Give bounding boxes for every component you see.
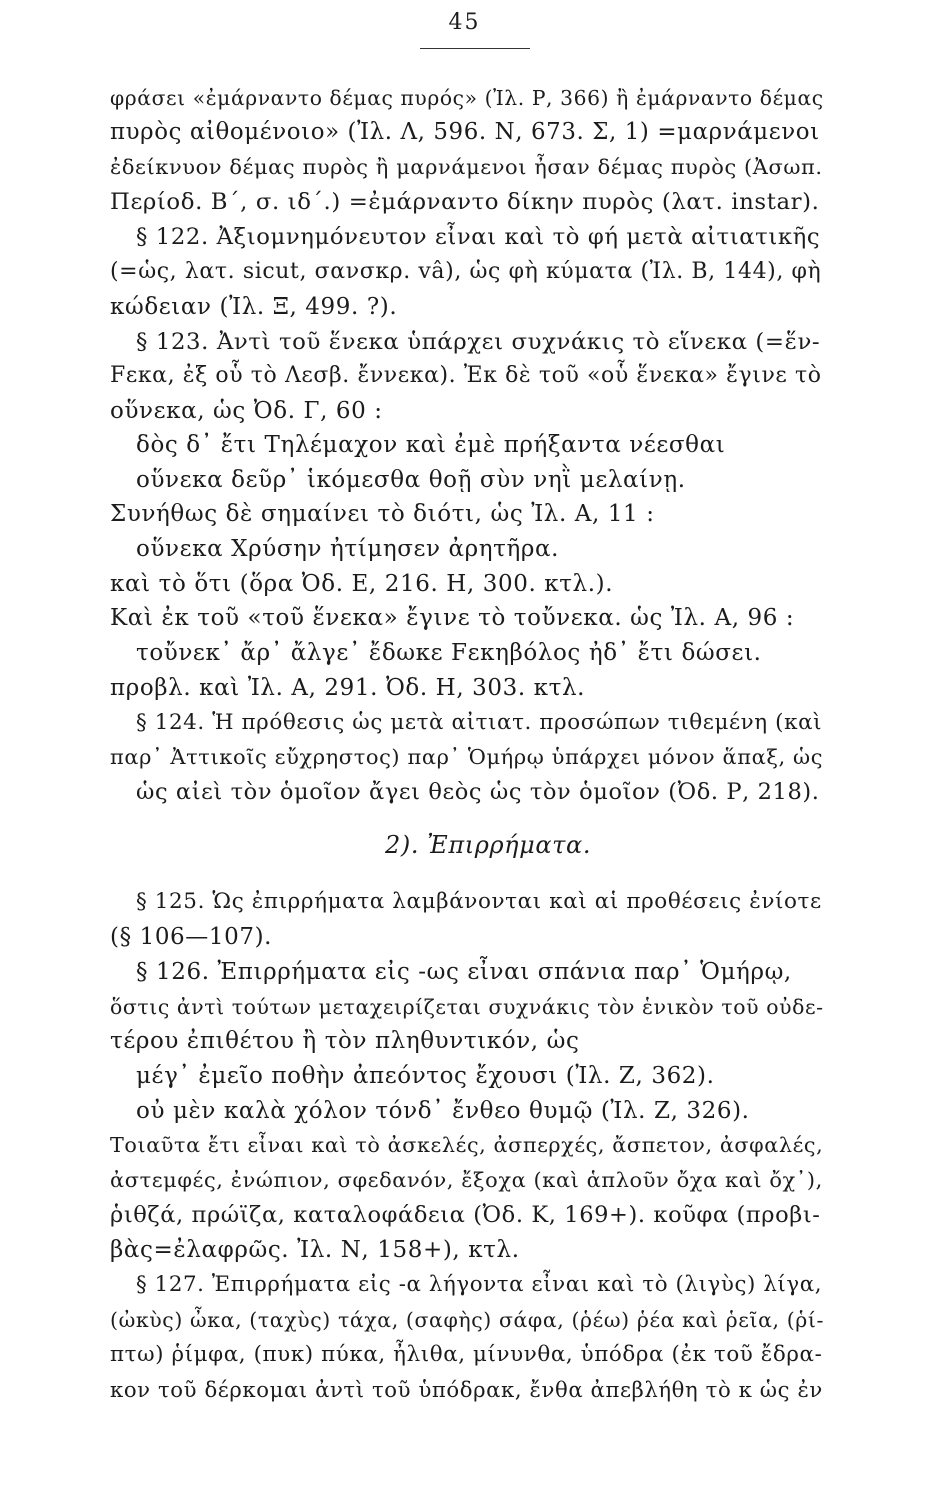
text-line: οὕνεκα Χρύσην ἠτίμησεν ἀρητῆρα. <box>136 536 560 562</box>
text-line: πυρὸς αἰθομένοιο» (Ἰλ. Λ, 596. Ν, 673. Σ, 1) =μαρνάμενοι <box>110 119 820 145</box>
text-line: τοὔνεκ᾽ ἄρ᾽ ἄλγε᾽ ἔδωκε Fεκηβόλος ἠδ᾽ ἔτι δώσει. <box>136 640 762 666</box>
text-line: § 125. Ὡς ἐπιρρήματα λαμβάνονται καὶ αἱ προθέσεις ἐνίοτε <box>136 889 822 914</box>
text-line: § 127. Ἐπιρρήματα εἰς -α λήγοντα εἶναι καὶ τὸ (λιγὺς) λίγα, <box>136 1272 823 1297</box>
text-line: παρ᾽ Ἀττικοῖς εὔχρηστος) παρ᾽ Ὁμήρῳ ὑπάρχει μόνον ἅπαξ, ὡς <box>110 745 824 769</box>
text-line: Περίοδ. Β΄, σ. ιδ΄.) =ἐμάρναντο δίκην πυρὸς (λατ. instar). <box>110 189 820 215</box>
text-line: προβλ. καὶ Ἰλ. Α, 291. Ὀδ. Η, 303. κτλ. <box>110 675 586 701</box>
text-line: ῥιθζά, πρώϊζα, καταλοφάδεια (Ὀδ. Κ, 169+). κοῦφα (προβι- <box>110 1202 821 1228</box>
text-line: § 122. Ἀξιομνημόνευτον εἶναι καὶ τὸ φή μετὰ αἰτιατικῆς <box>136 224 821 250</box>
text-line: Συνήθως δὲ σημαίνει τὸ διότι, ὡς Ἰλ. Α, 11 : <box>110 501 655 527</box>
text-line: Fεκα, ἐξ οὗ τὸ Λεσβ. ἔννεκα). Ἐκ δὲ τοῦ «οὗ ἕνεκα» ἔγινε τὸ <box>110 363 822 388</box>
text-line: ἀστεμφές, ἐνώπιον, σφεδανόν, ἔξοχα (καὶ ἁπλοῦν ὄχα καὶ ὄχ᾽), <box>110 1168 823 1192</box>
text-line: § 123. Ἀντὶ τοῦ ἕνεκα ὑπάρχει συχνάκις τὸ εἵνεκα (=ἕν- <box>136 329 821 355</box>
text-line: πτω) ῥίμφα, (πυκ) πύκα, ἦλιθα, μίνυνθα, ὑπόδρα (ἐκ τοῦ ἔδρα- <box>110 1342 823 1367</box>
section-heading: 2). Ἐπιρρήματα. <box>385 831 592 859</box>
text-line: τέρου ἐπιθέτου ἢ τὸν πληθυντικόν, ὡς <box>110 1028 580 1054</box>
text-line: ἐδείκνυον δέμας πυρὸς ἢ μαρνάμενοι ἦσαν δέμας πυρὸς (Ἀσωπ. <box>110 155 823 179</box>
page-number: 45 <box>448 10 481 35</box>
text-line: κώδειαν (Ἰλ. Ξ, 499. ?). <box>110 294 398 320</box>
text-line: οὕνεκα, ὡς Ὀδ. Γ, 60 : <box>110 398 383 424</box>
text-line: § 126. Ἐπιρρήματα εἰς -ως εἶναι σπάνια παρ᾽ Ὁμήρῳ, <box>136 959 792 985</box>
text-line: δὸς δ᾽ ἔτι Τηλέμαχον καὶ ἐμὲ πρήξαντα νέεσθαι <box>136 432 726 458</box>
text-line: (§ 106—107). <box>110 924 273 950</box>
text-line: ὡς αἰεὶ τὸν ὁμοῖον ἄγει θεὸς ὡς τὸν ὁμοῖον (Ὀδ. Ρ, 218). <box>136 779 820 805</box>
text-line: Τοιαῦτα ἔτι εἶναι καὶ τὸ ἀσκελές, ἀσπερχές, ἄσπετον, ἀσφαλές, <box>110 1133 824 1157</box>
text-line: βὰς=ἐλαφρῶς. Ἰλ. Ν, 158+), κτλ. <box>110 1237 520 1263</box>
text-line: οὐ μὲν καλὰ χόλον τόνδ᾽ ἔνθεο θυμῷ (Ἰλ. Ζ, 326). <box>136 1098 750 1124</box>
text-line: μέγ᾽ ἐμεῖο ποθὴν ἀπεόντος ἔχουσι (Ἰλ. Ζ, 362). <box>136 1063 715 1089</box>
text-line: φράσει «ἐμάρναντο δέμας πυρός» (Ἰλ. Ρ, 366) ἢ ἐμάρναντο δέμας <box>110 86 824 110</box>
text-line: οὕνεκα δεῦρ᾽ ἱκόμεσθα θοῇ σὺν νηῒ μελαίνῃ. <box>136 467 686 493</box>
text-line: καὶ τὸ ὅτι (ὅρα Ὀδ. Ε, 216. Η, 300. κτλ.). <box>110 571 614 597</box>
text-line: (ὠκὺς) ὦκα, (ταχὺς) τάχα, (σαφὴς) σάφα, (ῥέω) ῥέα καὶ ῥεῖα, (ῥί- <box>110 1308 825 1332</box>
text-line: ὅστις ἀντὶ τούτων μεταχειρίζεται συχνάκις τὸν ἑνικὸν τοῦ οὐδε- <box>110 995 824 1019</box>
text-line: (=ὡς, λατ. sicut, σανσκρ. vâ), ὡς φὴ κύματα (Ἰλ. Β, 144), φὴ <box>110 259 822 284</box>
text-line: Καὶ ἐκ τοῦ «τοῦ ἕνεκα» ἔγινε τὸ τοὔνεκα. ὡς Ἰλ. Α, 96 : <box>110 605 795 631</box>
text-line: § 124. Ἡ πρόθεσις ὡς μετὰ αἰτιατ. προσώπων τιθεμένη (καὶ <box>136 710 823 735</box>
text-line: κον τοῦ δέρκομαι ἀντὶ τοῦ ὑπόδρακ, ἔνθα ἀπεβλήθη τὸ κ ὡς ἐν <box>110 1377 823 1402</box>
